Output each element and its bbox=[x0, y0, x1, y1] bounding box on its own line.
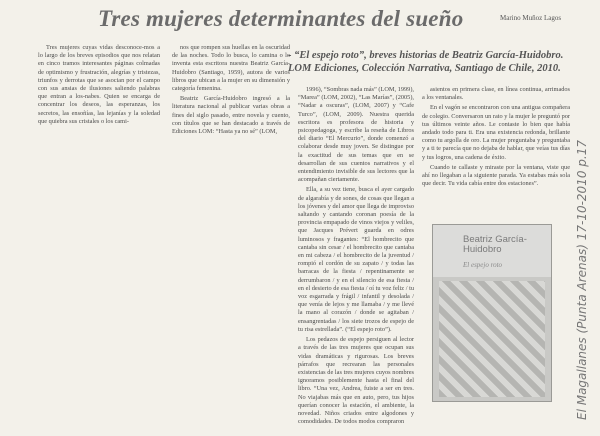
article-column-2 bbox=[172, 44, 290, 214]
deck bbox=[288, 50, 588, 75]
byline: Marino Muñoz Lagos bbox=[500, 14, 562, 22]
book-cover-image bbox=[432, 224, 552, 402]
article-column-3 bbox=[298, 86, 414, 432]
deck-line-1: - “El espejo roto”, breves historias de Beatriz García-Huidobro. bbox=[288, 50, 564, 61]
paragraph: Los pedazos de espejo persiguen al lector a través de las tres mujeres que ocupan sus vidas dramáticas y rigurosas. Los breves párrafos que recrearan las personales existencias de las tres mujeres cuyos nombres ignoramos posiblemente hasta el final del libro. “Una vez, Andrea, fuiste a ser en tres. No viajabas más que en auto, pero, tus hijos querían conocer la estación, el ambiente, la novedad. Niños criados entre algodones y comodidades. De todos modos compraron bbox=[298, 336, 414, 426]
paragraph: nos que rompen sus huellas en la oscuridad de las noches. Todo lo busca, lo camina o lo inventa esta escritora nuestra Beatriz García-Huidobro (Santiago, 1959), autora de varios libros que ubican a la mujer en su dimensión y categoría femenina. bbox=[172, 44, 290, 93]
article-column-4 bbox=[422, 86, 570, 216]
book-cover-art bbox=[439, 281, 545, 397]
book-cover-author: Beatriz García-Huidobro bbox=[463, 234, 527, 255]
article-column-1 bbox=[38, 44, 160, 214]
paragraph: asientos en primera clase, en línea continua, arrimados a los ventanales. bbox=[422, 86, 570, 102]
paragraph: Ella, a su vez tiene, busca el ayer cargado de algarabía y de sones, de cosas que llegan a los jóvenes y del amor que llega de improviso saltando y cantando coronan poesía de la provincia empapado de vinos viejos y veliles, que Jacques Prévert guarda en odres luminosos y fragantes: “El hombrecito que cantaba sin cesar / el hombrecito que cantaba en mi cabeza / el hombrecito de la juventud / rompió el cordón de su zapato / y todas las barracas de la fiesta / repentinamente se derrumbaron / y en el silencio de esa fiesta / en el desierto de esa fiesta / oí tu voz feliz / tu voz esgarrada y frágil / infantil y desolada / que venía de lejos y me llamaba / y me llevé la mano al corazón / donde se agitaban / ensangrentadas / los siete trozos de espejo de tu risa estrellada”. (“El espejo roto”). bbox=[298, 186, 414, 333]
paragraph: Tres mujeres cuyas vidas desconoce-mos a lo largo de los breves episodios que nos relatan en cinco tramos interesantes páginas colmadas de optimismo y frustración, alegrías y tristezas, triunfos y derrotas que se asocian por el campo con sus ansias de ilusiones saliendo palabras que entran a los-nabes. Quien se encarga de concentrar los deseos, las esperanzas, los secretos, las ensoñías, las lejanías y la soledad que quiebra sus cristales o los cami- bbox=[38, 44, 160, 125]
paragraph: Cuando te callaste y miraste por la ventana, viste que ahí no llegaban a la siguiente parada. Ya estabas más sola que decir. Tu vida cabía entre dos estaciones”. bbox=[422, 163, 570, 188]
book-cover-title: El espejo roto bbox=[463, 261, 503, 269]
headline: Tres mujeres determinantes del sueño bbox=[98, 6, 464, 31]
deck-line-2: LOM Ediciones, Colección Narrativa, Santiago de Chile, 2010. bbox=[288, 62, 561, 74]
paragraph: Beatriz García-Huidobro ingresó a la literatura nacional al publicar varias obras a fines del siglo pasado, entre novela y cuento, con títulos que se han destacado a través de Ediciones LOM: “Hasta ya no sé” (LOM, bbox=[172, 95, 290, 136]
handwritten-annotation: El Magallanes (Punta Arenas) 17-10-2010 p.17 bbox=[575, 140, 589, 420]
paragraph: En el vagón se encontraron con una antigua compañera de colegio. Conversaron un rato y la mujer le preguntó por tus últimos veinte años. Le contaste lo bien que había andado todo para ti. Era una existencia redonda, brillante como tu argolla de oro. La mujer preguntaba y preguntaba y a ti te parecía que no dejaba de hablar, que veías tus días y tus logros, una cadena de éxito. bbox=[422, 104, 570, 161]
paragraph: 1996), “Sombras nada más” (LOM, 1999), “Marea” (LOM, 2002), “Las Marías”, (2005), “Nadar a oscuras”, (LOM, 2007) y “Cafe Turco”, (LOM, 2009). Nuestra querida escritora es profesora de historia y psicopedagoga, y escribe la reseña de Libros del diario “El Mercurio”, donde comenzó a colaborar desde muy joven. Se distingue por la exactitud de sus temas que en se desarrollan de sus cuentos narrativos y el entendimiento invisible de sus lectores que la acompañan ciertamente. bbox=[298, 86, 414, 184]
